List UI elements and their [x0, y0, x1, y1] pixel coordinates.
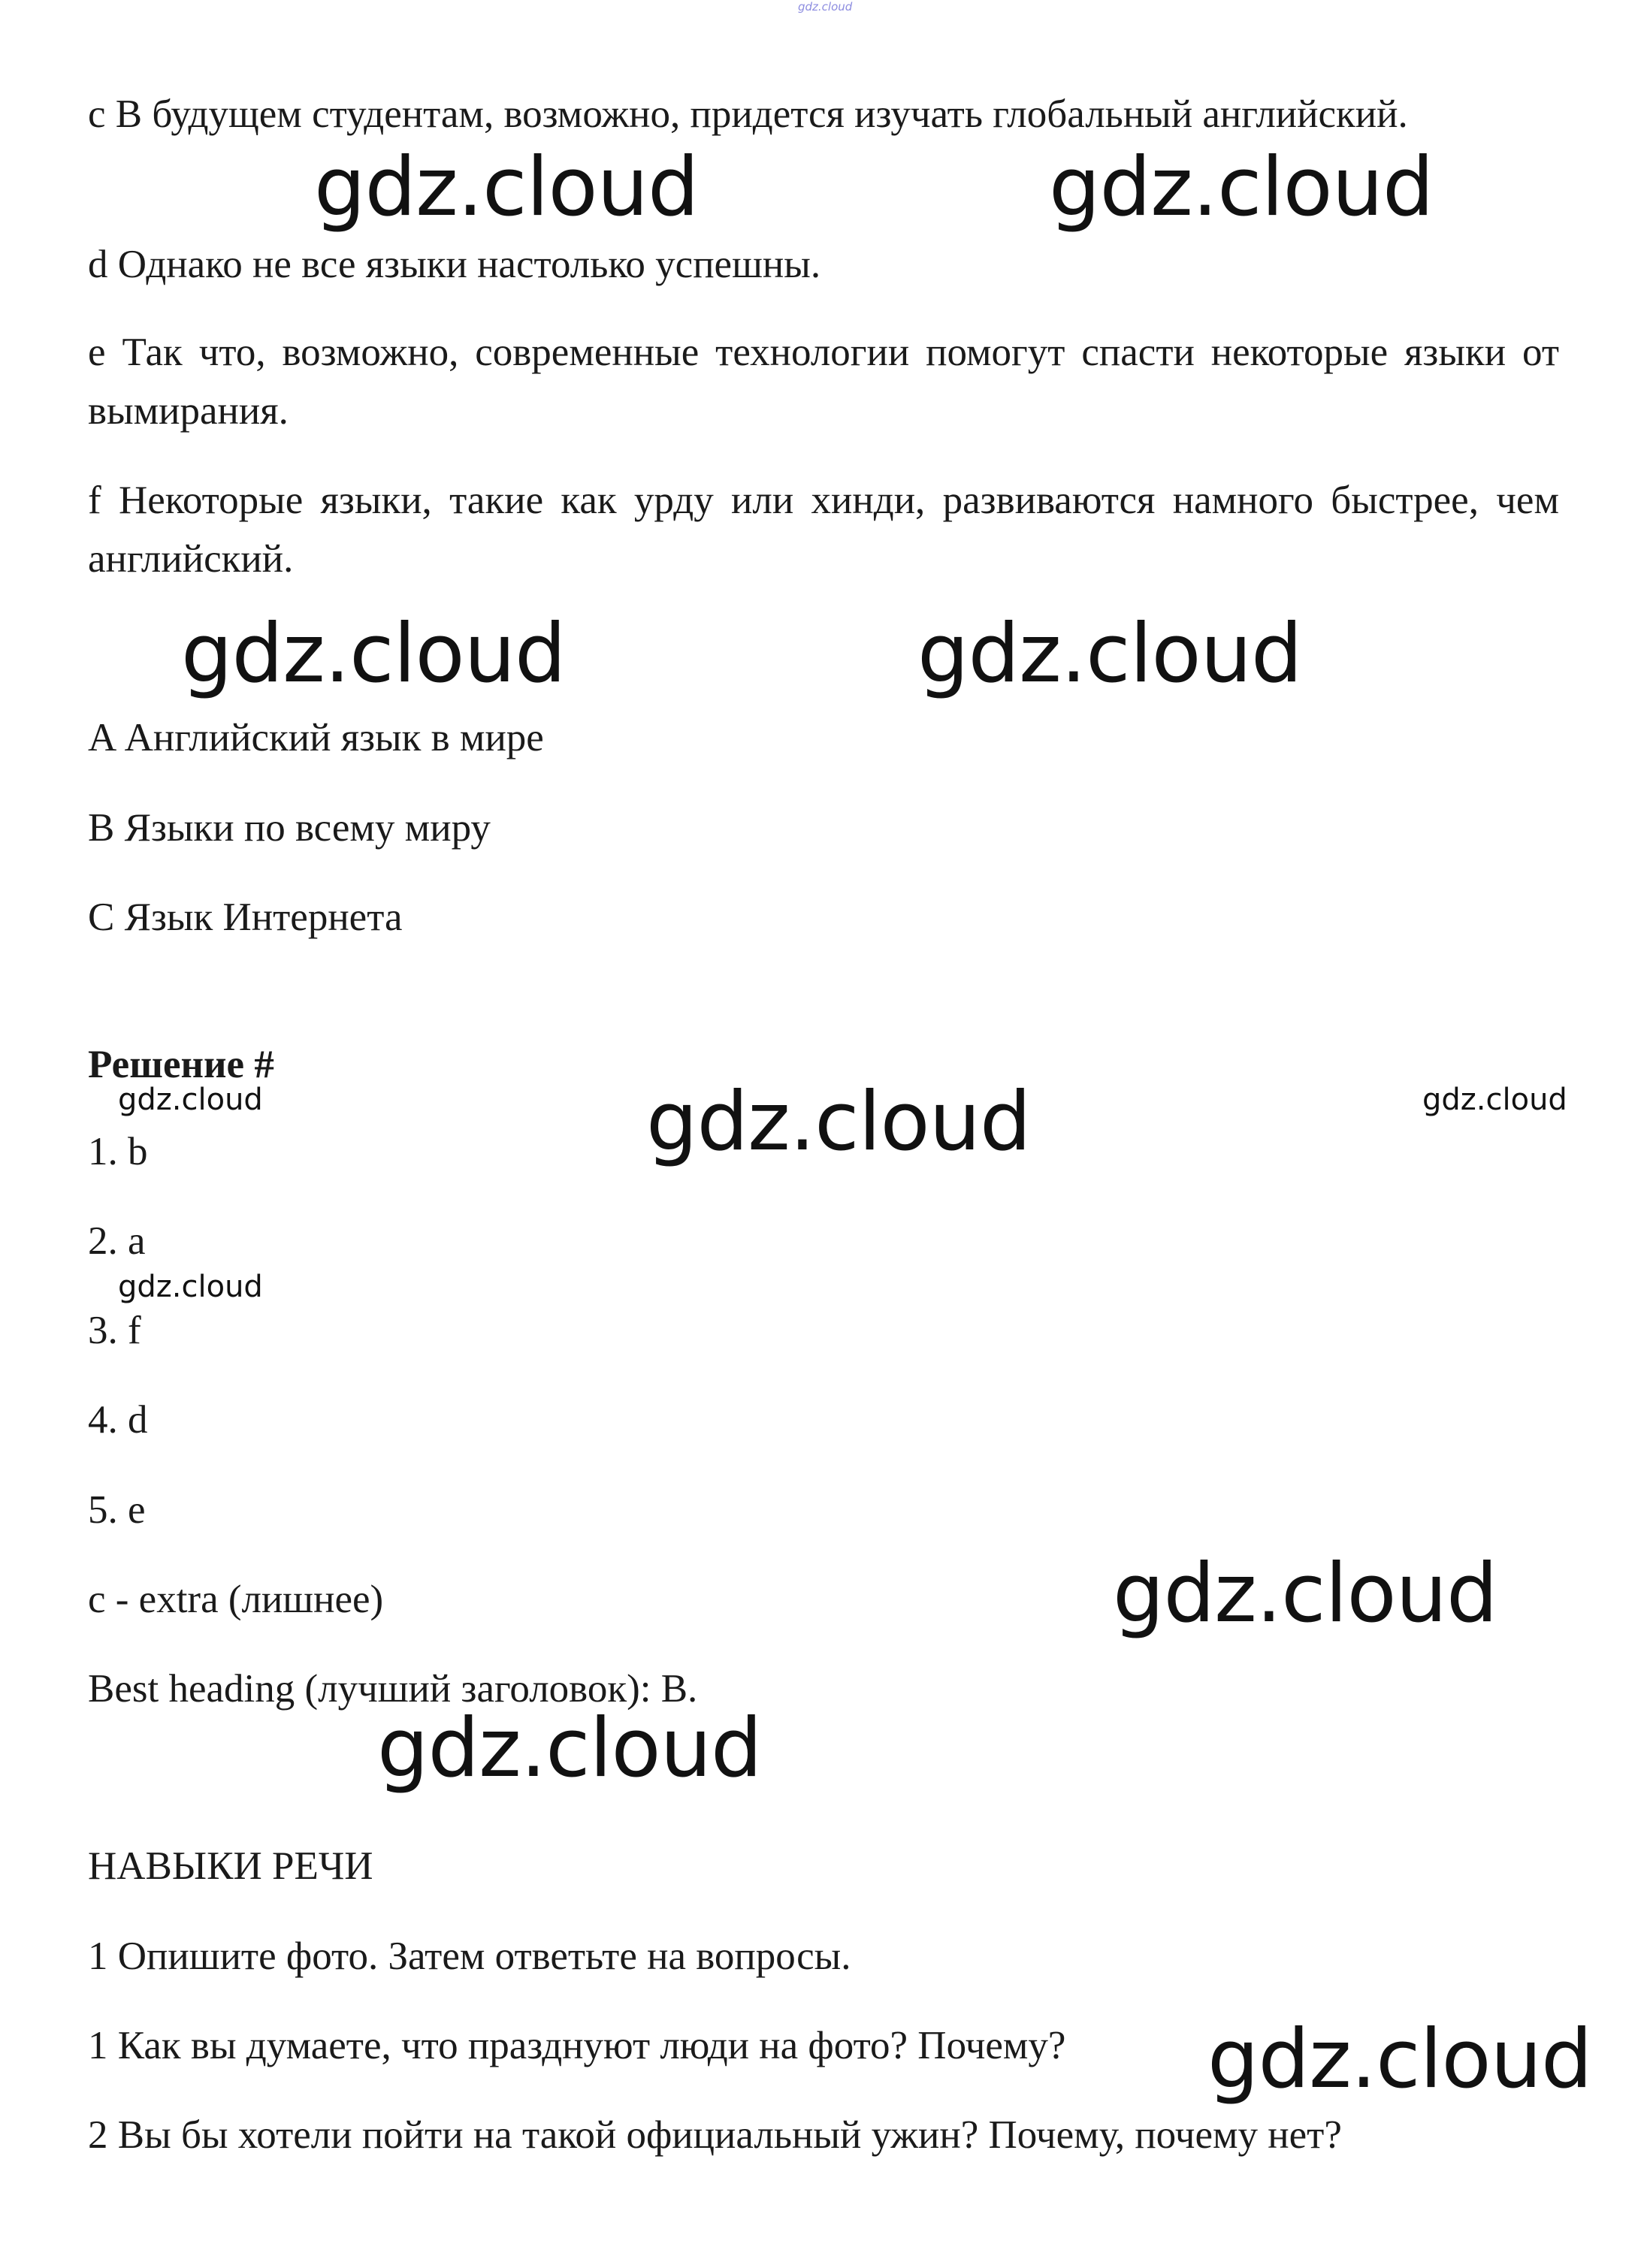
speaking-question-2: 2 Вы бы хотели пойти на такой официальный ужин? Почему, почему нет? — [88, 2113, 1342, 2157]
watermark: gdz.cloud — [181, 607, 566, 701]
watermark: gdz.cloud — [1049, 140, 1434, 234]
sentence-c: c В будущем студентам, возможно, придется изучать глобальный английский. — [88, 92, 1408, 136]
extra-sentence: c - extra (лишнее) — [88, 1578, 384, 1621]
watermark: gdz.cloud — [1422, 1083, 1567, 1117]
best-heading: Best heading (лучший заголовок): B. — [88, 1667, 698, 1711]
sentence-e: e Так что, возможно, современные технологии помогут спасти некоторые языки от вымирания. — [88, 331, 1559, 433]
watermark: gdz.cloud — [118, 1270, 263, 1304]
watermark: gdz.cloud — [1113, 1547, 1497, 1641]
heading-option-c: C Язык Интернета — [88, 895, 403, 939]
watermark: gdz.cloud — [917, 607, 1302, 701]
speaking-task: 1 Опишите фото. Затем ответьте на вопросы. — [88, 1934, 851, 1978]
watermark: gdz.cloud — [377, 1702, 762, 1795]
speaking-section-title: НАВЫКИ РЕЧИ — [88, 1844, 373, 1888]
watermark: gdz.cloud — [314, 140, 699, 234]
answer-2: 2. a — [88, 1219, 146, 1263]
answer-5: 5. e — [88, 1488, 146, 1532]
sentence-f: f Некоторые языки, такие как урду или хинди, развиваются намного быстрее, чем английский. — [88, 479, 1559, 581]
heading-option-b: B Языки по всему миру — [88, 806, 491, 850]
header-watermark: gdz.cloud — [798, 0, 853, 14]
watermark: gdz.cloud — [646, 1075, 1031, 1169]
solution-title: Решение # — [88, 1043, 274, 1086]
speaking-question-1: 1 Как вы думаете, что празднуют люди на фото? Почему? — [88, 2024, 1066, 2067]
watermark: gdz.cloud — [118, 1083, 263, 1117]
answer-3: 3. f — [88, 1309, 141, 1352]
heading-option-a: A Английский язык в мире — [88, 716, 544, 760]
sentence-d: d Однако не все языки настолько успешны. — [88, 243, 821, 286]
answer-4: 4. d — [88, 1398, 148, 1442]
answer-1: 1. b — [88, 1130, 148, 1173]
watermark: gdz.cloud — [1207, 2013, 1592, 2106]
